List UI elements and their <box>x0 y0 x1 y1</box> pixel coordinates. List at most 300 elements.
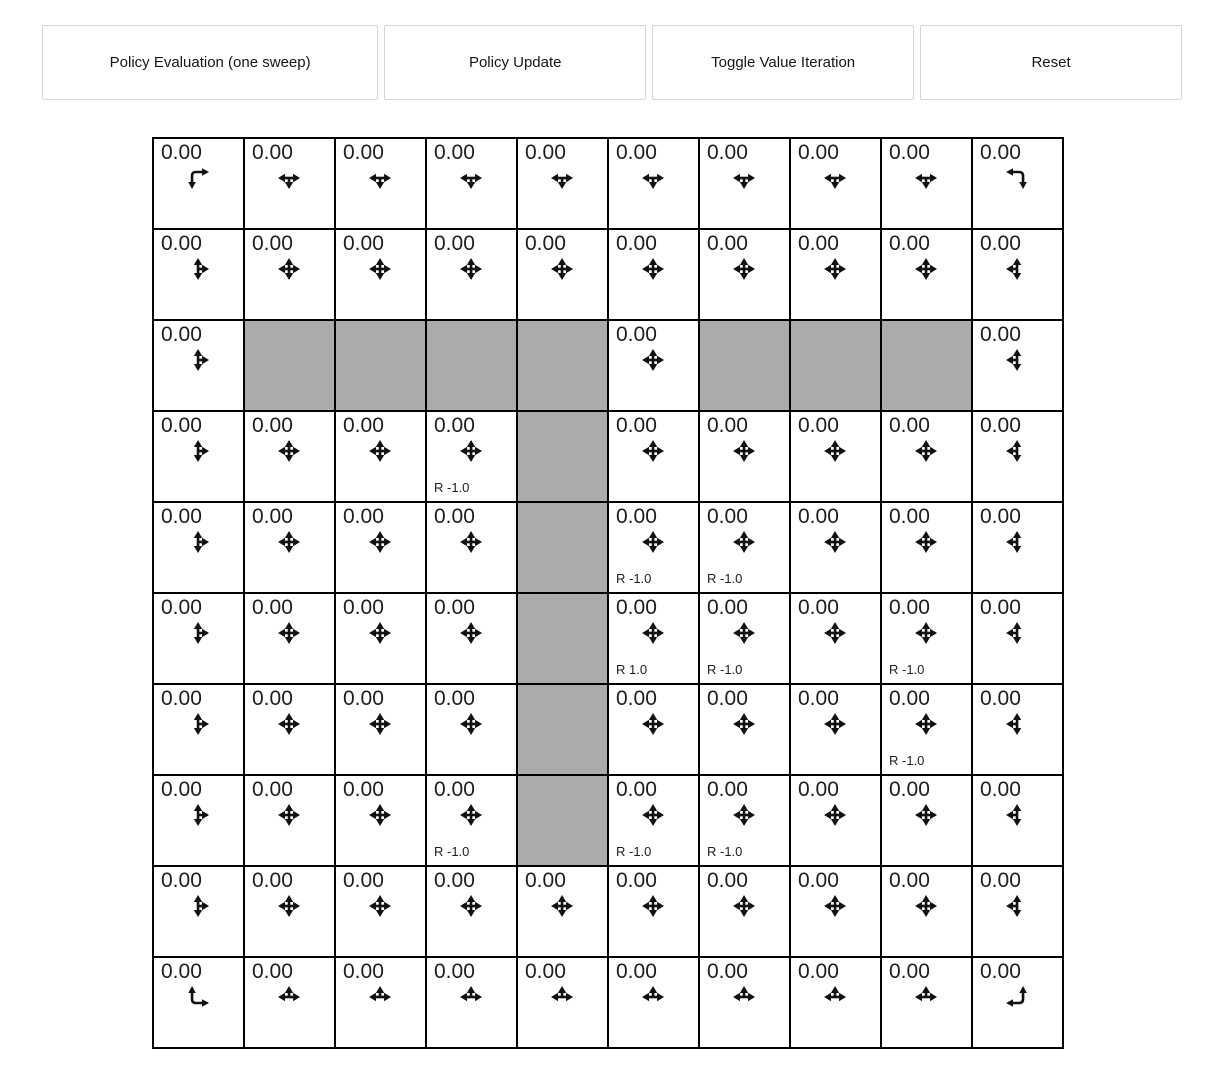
cell-value: 0.00 <box>343 778 384 801</box>
policy-arrow <box>368 530 392 554</box>
cell-value: 0.00 <box>616 505 657 528</box>
policy-evaluation-button[interactable]: Policy Evaluation (one sweep) <box>42 25 378 100</box>
cell-value: 0.00 <box>434 596 475 619</box>
left-right-down-arrow-icon <box>823 166 847 190</box>
policy-arrow <box>368 712 392 736</box>
left-right-down-arrow-icon <box>550 166 574 190</box>
policy-arrow <box>1005 257 1029 281</box>
cell-value: 0.00 <box>798 414 839 437</box>
policy-arrow <box>277 439 301 463</box>
cell-value: 0.00 <box>889 141 930 164</box>
left-right-down-arrow-icon <box>277 166 301 190</box>
cell-value: 0.00 <box>252 687 293 710</box>
cell-value: 0.00 <box>343 141 384 164</box>
policy-arrow <box>459 985 483 1009</box>
policy-arrow <box>1005 803 1029 827</box>
policy-arrow <box>914 166 938 190</box>
left-right-down-arrow-icon <box>641 166 665 190</box>
policy-arrow <box>186 166 210 190</box>
grid-cell <box>154 412 243 501</box>
cell-value: 0.00 <box>616 323 657 346</box>
all-directions-arrow-icon <box>732 257 756 281</box>
grid-cell <box>427 776 516 865</box>
wall-cell <box>518 412 607 501</box>
gridworld <box>152 137 1064 1049</box>
wall-cell <box>427 321 516 410</box>
policy-arrow <box>1005 348 1029 372</box>
left-right-up-arrow-icon <box>459 985 483 1009</box>
grid-cell <box>336 776 425 865</box>
policy-arrow <box>277 166 301 190</box>
policy-arrow <box>459 803 483 827</box>
cell-value: 0.00 <box>343 960 384 983</box>
all-directions-arrow-icon <box>641 894 665 918</box>
cell-value: 0.00 <box>616 414 657 437</box>
all-directions-arrow-icon <box>641 803 665 827</box>
policy-arrow <box>641 166 665 190</box>
wall-cell <box>700 321 789 410</box>
grid-cell <box>700 230 789 319</box>
all-directions-arrow-icon <box>732 621 756 645</box>
grid-cell <box>791 867 880 956</box>
up-down-left-arrow-icon <box>1005 712 1029 736</box>
cell-value: 0.00 <box>434 414 475 437</box>
policy-arrow <box>368 894 392 918</box>
cell-value: 0.00 <box>707 596 748 619</box>
up-down-right-arrow-icon <box>186 439 210 463</box>
grid-cell <box>609 867 698 956</box>
cell-value: 0.00 <box>525 232 566 255</box>
all-directions-arrow-icon <box>368 257 392 281</box>
cell-value: 0.00 <box>798 687 839 710</box>
policy-arrow <box>641 712 665 736</box>
grid-cell <box>336 594 425 683</box>
all-directions-arrow-icon <box>823 712 847 736</box>
policy-arrow <box>459 621 483 645</box>
all-directions-arrow-icon <box>641 621 665 645</box>
grid-cell <box>336 867 425 956</box>
grid-cell <box>791 139 880 228</box>
all-directions-arrow-icon <box>641 530 665 554</box>
grid-cell <box>427 867 516 956</box>
grid-cell <box>518 139 607 228</box>
all-directions-arrow-icon <box>914 530 938 554</box>
all-directions-arrow-icon <box>459 894 483 918</box>
all-directions-arrow-icon <box>277 439 301 463</box>
cell-value: 0.00 <box>889 778 930 801</box>
policy-arrow <box>732 803 756 827</box>
all-directions-arrow-icon <box>732 439 756 463</box>
cell-value: 0.00 <box>798 141 839 164</box>
all-directions-arrow-icon <box>368 621 392 645</box>
cell-value: 0.00 <box>161 778 202 801</box>
cell-value: 0.00 <box>707 960 748 983</box>
grid-cell <box>609 412 698 501</box>
cell-value: 0.00 <box>889 960 930 983</box>
cell-value: 0.00 <box>525 141 566 164</box>
policy-arrow <box>914 803 938 827</box>
policy-arrow <box>823 894 847 918</box>
cell-value: 0.00 <box>798 505 839 528</box>
cell-value: 0.00 <box>434 778 475 801</box>
up-down-left-arrow-icon <box>1005 439 1029 463</box>
grid-cell <box>427 230 516 319</box>
cell-value: 0.00 <box>980 141 1021 164</box>
policy-arrow <box>732 894 756 918</box>
cell-value: 0.00 <box>707 687 748 710</box>
grid-cell <box>700 139 789 228</box>
cell-value: 0.00 <box>161 141 202 164</box>
cell-value: 0.00 <box>798 232 839 255</box>
grid-cell <box>700 503 789 592</box>
left-right-up-arrow-icon <box>277 985 301 1009</box>
policy-arrow <box>368 985 392 1009</box>
grid-cell <box>427 412 516 501</box>
grid-cell <box>427 685 516 774</box>
cell-reward: R -1.0 <box>707 844 743 859</box>
wall-cell <box>518 776 607 865</box>
cell-value: 0.00 <box>798 960 839 983</box>
cell-value: 0.00 <box>161 960 202 983</box>
cell-value: 0.00 <box>798 596 839 619</box>
policy-arrow <box>277 257 301 281</box>
policy-arrow <box>459 894 483 918</box>
cell-reward: R -1.0 <box>889 753 925 768</box>
cell-value: 0.00 <box>343 505 384 528</box>
grid-cell <box>973 776 1062 865</box>
policy-arrow <box>732 712 756 736</box>
grid-cell <box>245 685 334 774</box>
cell-value: 0.00 <box>889 869 930 892</box>
grid-cell <box>609 321 698 410</box>
wall-cell <box>518 594 607 683</box>
left-right-up-arrow-icon <box>732 985 756 1009</box>
up-down-left-arrow-icon <box>1005 894 1029 918</box>
policy-arrow <box>550 894 574 918</box>
policy-arrow <box>277 621 301 645</box>
policy-arrow <box>186 348 210 372</box>
policy-arrow <box>368 257 392 281</box>
all-directions-arrow-icon <box>641 439 665 463</box>
grid-cell <box>973 139 1062 228</box>
grid-cell <box>791 685 880 774</box>
cell-value: 0.00 <box>707 778 748 801</box>
cell-value: 0.00 <box>161 687 202 710</box>
cell-reward: R -1.0 <box>434 844 470 859</box>
grid-cell <box>700 867 789 956</box>
all-directions-arrow-icon <box>914 803 938 827</box>
cell-value: 0.00 <box>889 687 930 710</box>
policy-arrow <box>641 530 665 554</box>
all-directions-arrow-icon <box>277 712 301 736</box>
cell-value: 0.00 <box>980 323 1021 346</box>
left-right-down-arrow-icon <box>732 166 756 190</box>
toolbar <box>42 25 1182 100</box>
cell-value: 0.00 <box>798 778 839 801</box>
policy-arrow <box>186 439 210 463</box>
all-directions-arrow-icon <box>277 530 301 554</box>
up-down-right-arrow-icon <box>186 803 210 827</box>
cell-value: 0.00 <box>252 960 293 983</box>
policy-arrow <box>1005 712 1029 736</box>
policy-arrow <box>732 621 756 645</box>
cell-value: 0.00 <box>434 687 475 710</box>
all-directions-arrow-icon <box>550 257 574 281</box>
cell-value: 0.00 <box>343 687 384 710</box>
wall-cell <box>518 503 607 592</box>
grid-cell <box>154 776 243 865</box>
policy-arrow <box>914 894 938 918</box>
cell-value: 0.00 <box>980 505 1021 528</box>
grid-cell <box>245 412 334 501</box>
grid-cell <box>154 685 243 774</box>
grid-cell <box>700 412 789 501</box>
grid-cell <box>882 412 971 501</box>
all-directions-arrow-icon <box>459 803 483 827</box>
all-directions-arrow-icon <box>277 621 301 645</box>
all-directions-arrow-icon <box>550 894 574 918</box>
policy-arrow <box>186 894 210 918</box>
cell-reward: R -1.0 <box>707 571 743 586</box>
wall-cell <box>518 321 607 410</box>
cell-value: 0.00 <box>889 505 930 528</box>
policy-arrow <box>1005 621 1029 645</box>
grid-cell <box>336 685 425 774</box>
right-down-arrow-icon <box>186 166 210 190</box>
policy-arrow <box>914 439 938 463</box>
cell-value: 0.00 <box>252 869 293 892</box>
policy-arrow <box>823 712 847 736</box>
all-directions-arrow-icon <box>459 530 483 554</box>
cell-value: 0.00 <box>161 414 202 437</box>
grid-cell <box>791 594 880 683</box>
up-down-right-arrow-icon <box>186 530 210 554</box>
up-down-right-arrow-icon <box>186 621 210 645</box>
policy-arrow <box>641 348 665 372</box>
policy-arrow <box>186 257 210 281</box>
policy-arrow <box>459 530 483 554</box>
policy-arrow <box>914 985 938 1009</box>
grid-cell <box>154 594 243 683</box>
cell-value: 0.00 <box>616 232 657 255</box>
grid-cell <box>609 594 698 683</box>
policy-arrow <box>368 803 392 827</box>
cell-reward: R -1.0 <box>707 662 743 677</box>
all-directions-arrow-icon <box>459 712 483 736</box>
all-directions-arrow-icon <box>368 530 392 554</box>
all-directions-arrow-icon <box>277 894 301 918</box>
cell-value: 0.00 <box>616 596 657 619</box>
cell-value: 0.00 <box>889 596 930 619</box>
grid-cell <box>336 503 425 592</box>
grid-cell <box>882 139 971 228</box>
policy-arrow <box>641 803 665 827</box>
grid-cell <box>973 685 1062 774</box>
cell-value: 0.00 <box>161 505 202 528</box>
policy-arrow <box>1005 894 1029 918</box>
grid-cell <box>518 867 607 956</box>
grid-cell <box>882 230 971 319</box>
all-directions-arrow-icon <box>641 348 665 372</box>
all-directions-arrow-icon <box>459 439 483 463</box>
all-directions-arrow-icon <box>368 712 392 736</box>
up-right-arrow-icon <box>186 985 210 1009</box>
left-right-up-arrow-icon <box>823 985 847 1009</box>
grid-cell <box>791 958 880 1047</box>
cell-value: 0.00 <box>707 141 748 164</box>
up-down-right-arrow-icon <box>186 257 210 281</box>
cell-value: 0.00 <box>252 505 293 528</box>
all-directions-arrow-icon <box>368 803 392 827</box>
grid-cell <box>882 867 971 956</box>
policy-arrow <box>641 439 665 463</box>
cell-value: 0.00 <box>616 869 657 892</box>
policy-arrow <box>459 257 483 281</box>
cell-value: 0.00 <box>980 596 1021 619</box>
all-directions-arrow-icon <box>823 803 847 827</box>
all-directions-arrow-icon <box>732 530 756 554</box>
grid-cell <box>609 958 698 1047</box>
policy-arrow <box>732 257 756 281</box>
cell-value: 0.00 <box>161 596 202 619</box>
cell-value: 0.00 <box>616 687 657 710</box>
cell-value: 0.00 <box>525 869 566 892</box>
up-down-left-arrow-icon <box>1005 530 1029 554</box>
all-directions-arrow-icon <box>914 894 938 918</box>
all-directions-arrow-icon <box>914 621 938 645</box>
grid-cell <box>700 685 789 774</box>
cell-value: 0.00 <box>707 414 748 437</box>
up-down-right-arrow-icon <box>186 348 210 372</box>
cell-value: 0.00 <box>798 869 839 892</box>
all-directions-arrow-icon <box>277 257 301 281</box>
grid-cell <box>245 958 334 1047</box>
cell-value: 0.00 <box>434 141 475 164</box>
policy-update-button[interactable]: Policy Update <box>384 25 646 100</box>
grid-cell <box>336 958 425 1047</box>
grid-cell <box>700 776 789 865</box>
policy-arrow <box>914 530 938 554</box>
grid-cell <box>973 503 1062 592</box>
cell-value: 0.00 <box>616 960 657 983</box>
policy-arrow <box>641 985 665 1009</box>
cell-value: 0.00 <box>252 414 293 437</box>
grid-cell <box>154 230 243 319</box>
up-down-right-arrow-icon <box>186 894 210 918</box>
cell-value: 0.00 <box>343 596 384 619</box>
cell-value: 0.00 <box>252 778 293 801</box>
grid-cell <box>791 412 880 501</box>
grid-cell <box>973 321 1062 410</box>
all-directions-arrow-icon <box>641 712 665 736</box>
grid-cell <box>154 867 243 956</box>
cell-value: 0.00 <box>434 505 475 528</box>
policy-arrow <box>277 530 301 554</box>
policy-arrow <box>186 985 210 1009</box>
policy-arrow <box>277 894 301 918</box>
wall-cell <box>336 321 425 410</box>
policy-arrow <box>732 439 756 463</box>
policy-arrow <box>914 712 938 736</box>
all-directions-arrow-icon <box>732 803 756 827</box>
policy-arrow <box>186 621 210 645</box>
policy-arrow <box>459 439 483 463</box>
grid-cell <box>609 776 698 865</box>
left-down-arrow-icon <box>1005 166 1029 190</box>
up-left-arrow-icon <box>1005 985 1029 1009</box>
cell-value: 0.00 <box>616 141 657 164</box>
cell-value: 0.00 <box>889 414 930 437</box>
all-directions-arrow-icon <box>459 257 483 281</box>
policy-arrow <box>641 257 665 281</box>
cell-value: 0.00 <box>889 232 930 255</box>
grid-cell <box>336 139 425 228</box>
grid-cell <box>154 958 243 1047</box>
reset-button[interactable]: Reset <box>920 25 1182 100</box>
grid-cell <box>427 958 516 1047</box>
policy-arrow <box>732 530 756 554</box>
left-right-up-arrow-icon <box>368 985 392 1009</box>
policy-arrow <box>459 712 483 736</box>
grid-cell <box>973 412 1062 501</box>
all-directions-arrow-icon <box>459 621 483 645</box>
grid-cell <box>245 503 334 592</box>
cell-value: 0.00 <box>343 232 384 255</box>
grid-cell <box>973 958 1062 1047</box>
policy-arrow <box>823 439 847 463</box>
policy-arrow <box>1005 166 1029 190</box>
grid-cell <box>609 503 698 592</box>
grid-cell <box>609 230 698 319</box>
grid-cell <box>245 230 334 319</box>
cell-value: 0.00 <box>252 232 293 255</box>
all-directions-arrow-icon <box>823 530 847 554</box>
policy-arrow <box>823 803 847 827</box>
all-directions-arrow-icon <box>823 621 847 645</box>
policy-arrow <box>1005 439 1029 463</box>
grid-cell <box>973 230 1062 319</box>
grid-cell <box>427 503 516 592</box>
grid-cell <box>245 594 334 683</box>
cell-value: 0.00 <box>434 869 475 892</box>
left-right-down-arrow-icon <box>368 166 392 190</box>
grid-cell <box>609 685 698 774</box>
left-right-down-arrow-icon <box>914 166 938 190</box>
cell-reward: R -1.0 <box>616 571 652 586</box>
cell-value: 0.00 <box>343 414 384 437</box>
cell-value: 0.00 <box>707 232 748 255</box>
all-directions-arrow-icon <box>823 257 847 281</box>
grid-cell <box>609 139 698 228</box>
policy-arrow <box>550 257 574 281</box>
cell-value: 0.00 <box>980 414 1021 437</box>
policy-arrow <box>368 439 392 463</box>
grid-cell <box>882 503 971 592</box>
wall-cell <box>791 321 880 410</box>
grid-cell <box>700 594 789 683</box>
up-down-left-arrow-icon <box>1005 621 1029 645</box>
cell-value: 0.00 <box>343 869 384 892</box>
policy-arrow <box>914 257 938 281</box>
grid-cell <box>973 867 1062 956</box>
left-right-down-arrow-icon <box>459 166 483 190</box>
cell-value: 0.00 <box>434 960 475 983</box>
grid-cell <box>882 776 971 865</box>
toggle-value-iteration-button[interactable]: Toggle Value Iteration <box>652 25 914 100</box>
all-directions-arrow-icon <box>368 439 392 463</box>
cell-value: 0.00 <box>616 778 657 801</box>
cell-value: 0.00 <box>980 778 1021 801</box>
